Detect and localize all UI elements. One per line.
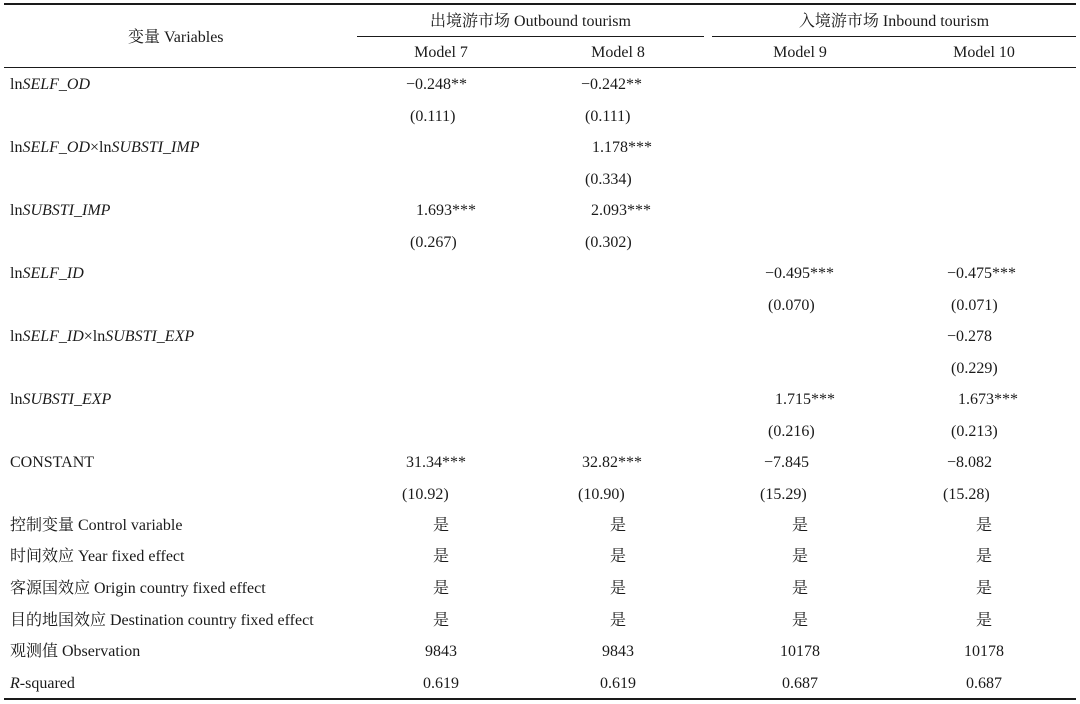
year-m7: 是 (432, 548, 449, 565)
row-label-self-od-x-substi-imp: lnSELF_OD×lnSUBSTI_IMP (10, 139, 200, 156)
row-label-control: 控制变量 Control variable (10, 517, 183, 534)
origin-m7: 是 (432, 580, 449, 597)
coef-self-od-x-m8: 1.178*** (592, 139, 652, 156)
row-label-substi-imp: lnSUBSTI_IMP (10, 202, 111, 219)
coef-substi-imp-m8: 2.093*** (591, 202, 651, 219)
coef-self-od-m8: −0.242** (581, 76, 643, 93)
coef-self-id-m10: −0.475*** (947, 265, 1017, 282)
control-m9: 是 (791, 517, 808, 534)
top-rule (4, 3, 1076, 5)
variables-header: 变量 Variables (128, 29, 224, 46)
coef-self-od-m7: −0.248** (406, 76, 468, 93)
inbound-underline (712, 36, 1076, 37)
row-label-destination: 目的地国效应 Destination country fixed effect (10, 612, 314, 629)
coef-constant-m8: 32.82*** (582, 454, 642, 471)
row-label-self-od: lnSELF_OD (10, 76, 91, 93)
outbound-header: 出境游市场 Outbound tourism (430, 13, 631, 30)
outbound-underline (357, 36, 704, 37)
row-label-observation: 观测值 Observation (10, 643, 141, 660)
obs-m7: 9843 (425, 643, 457, 660)
origin-m8: 是 (609, 580, 626, 597)
se-substi-imp-m8: (0.302) (585, 234, 632, 251)
obs-m8: 9843 (602, 643, 634, 660)
obs-m9: 10178 (780, 643, 820, 660)
se-self-id-m9: (0.070) (768, 297, 815, 314)
se-self-od-x-m8: (0.334) (585, 171, 632, 188)
row-label-self-id: lnSELF_ID (10, 265, 84, 282)
coef-substi-exp-m10: 1.673*** (958, 391, 1018, 408)
r2-m9: 0.687 (782, 675, 818, 692)
dest-m8: 是 (609, 612, 626, 629)
obs-m10: 10178 (964, 643, 1004, 660)
row-label-self-id-x-substi-exp: lnSELF_ID×lnSUBSTI_EXP (10, 328, 195, 345)
coef-constant-m7: 31.34*** (406, 454, 466, 471)
row-label-r-squared: R-squared (10, 675, 75, 692)
bottom-rule (4, 698, 1076, 700)
se-constant-m9: (15.29) (760, 486, 807, 503)
row-label-year: 时间效应 Year fixed effect (10, 548, 185, 565)
origin-m10: 是 (975, 580, 992, 597)
model-10-header: Model 10 (953, 44, 1015, 61)
r2-m8: 0.619 (600, 675, 636, 692)
year-m10: 是 (975, 548, 992, 565)
coef-constant-m9: −7.845 (764, 454, 810, 471)
origin-m9: 是 (791, 580, 808, 597)
se-self-id-m10: (0.071) (951, 297, 998, 314)
row-label-origin: 客源国效应 Origin country fixed effect (10, 580, 266, 597)
se-self-id-x-m10: (0.229) (951, 360, 998, 377)
se-constant-m8: (10.90) (578, 486, 625, 503)
coef-self-id-x-m10: −0.278 (947, 328, 993, 345)
se-substi-exp-m9: (0.216) (768, 423, 815, 440)
coef-substi-exp-m9: 1.715*** (775, 391, 835, 408)
dest-m10: 是 (975, 612, 992, 629)
control-m7: 是 (432, 517, 449, 534)
r2-m10: 0.687 (966, 675, 1002, 692)
se-self-od-m7: (0.111) (410, 108, 456, 125)
dest-m7: 是 (432, 612, 449, 629)
coef-constant-m10: −8.082 (947, 454, 993, 471)
model-9-header: Model 9 (773, 44, 827, 61)
inbound-header: 入境游市场 Inbound tourism (798, 13, 990, 30)
se-substi-imp-m7: (0.267) (410, 234, 457, 251)
dest-m9: 是 (791, 612, 808, 629)
year-m9: 是 (791, 548, 808, 565)
control-m8: 是 (609, 517, 626, 534)
row-label-constant: CONSTANT (10, 454, 95, 471)
control-m10: 是 (975, 517, 992, 534)
model-8-header: Model 8 (591, 44, 645, 61)
coef-self-id-m9: −0.495*** (765, 265, 835, 282)
r2-m7: 0.619 (423, 675, 459, 692)
model-7-header: Model 7 (414, 44, 468, 61)
se-constant-m10: (15.28) (943, 486, 990, 503)
se-constant-m7: (10.92) (402, 486, 449, 503)
se-substi-exp-m10: (0.213) (951, 423, 998, 440)
se-self-od-m8: (0.111) (585, 108, 631, 125)
coef-substi-imp-m7: 1.693*** (416, 202, 476, 219)
header-rule (4, 67, 1076, 68)
year-m8: 是 (609, 548, 626, 565)
row-label-substi-exp: lnSUBSTI_EXP (10, 391, 112, 408)
